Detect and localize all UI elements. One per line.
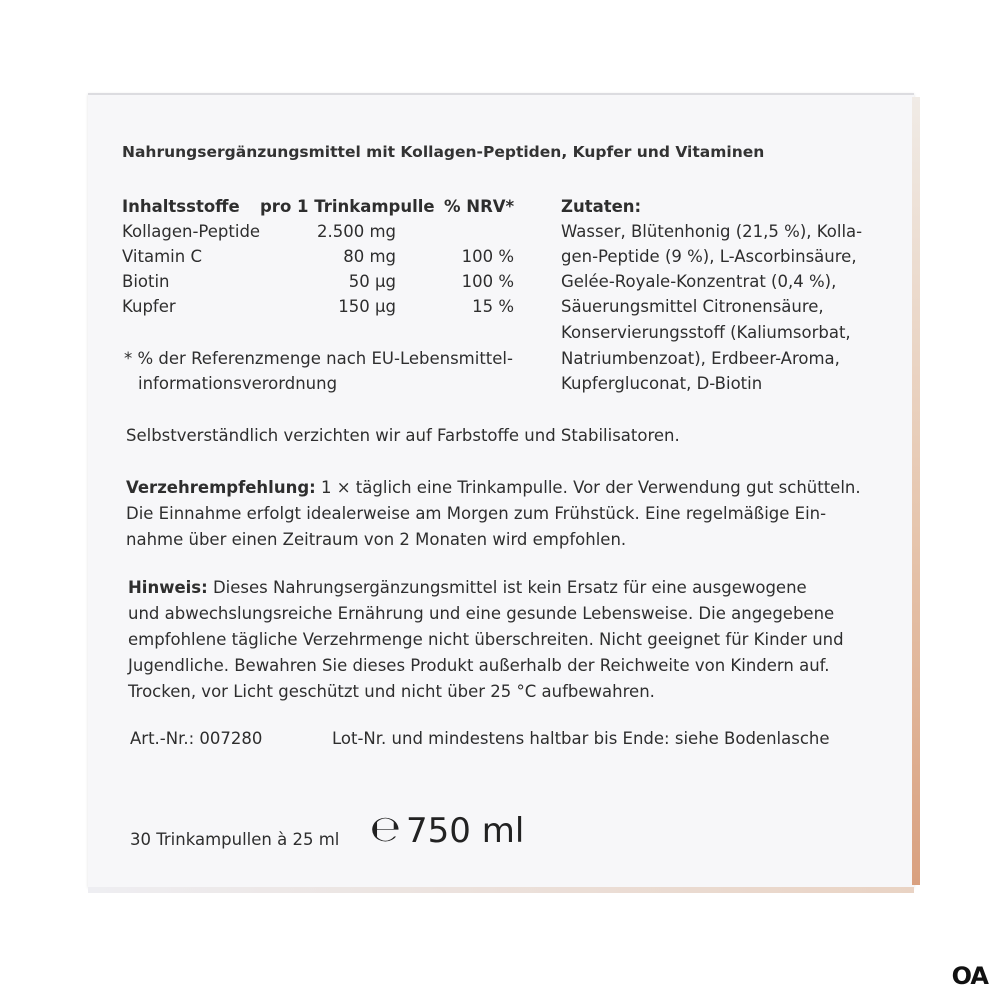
estimated-sign-icon: ℮	[370, 809, 401, 850]
ingredients-line: Kupfergluconat, D-Biotin	[561, 374, 763, 393]
notice-label: Hinweis:	[128, 578, 208, 597]
package-side-edge	[912, 97, 920, 885]
ingredients-line: Gelée-Royale-Konzentrat (0,4 %),	[561, 272, 837, 291]
table-row-amount: 50 µg	[348, 272, 396, 291]
table-row-amount: 80 mg	[343, 247, 396, 266]
ingredients-line: gen-Peptide (9 %), L-Ascorbinsäure,	[561, 247, 857, 266]
footnote-line: * % der Referenzmenge nach EU-Lebensmittel-	[124, 349, 513, 368]
ingredients-line: Säuerungsmittel Citronensäure,	[561, 297, 824, 316]
notice-line: und abwechslungsreiche Ernährung und eine gesunde Lebensweise. Die angegebene	[128, 604, 835, 623]
table-row-amount: 150 µg	[338, 297, 396, 316]
notice-line: empfohlene tägliche Verzehrmenge nicht überschreiten. Nicht geeignet für Kinder und	[128, 630, 844, 649]
table-row-nrv: 15 %	[472, 297, 514, 316]
table-row-name: Kollagen-Peptide	[122, 222, 261, 241]
article-number: Art.-Nr.: 007280	[130, 729, 263, 748]
volume: 750 ml	[406, 811, 525, 851]
header-pro-ampulle: pro 1 Trinkampulle	[260, 197, 435, 216]
package-count: 30 Trinkampullen à 25 ml	[130, 830, 340, 849]
table-row-name: Vitamin C	[122, 247, 202, 266]
header-nrv: % NRV*	[444, 197, 515, 216]
table-row-name: Kupfer	[122, 297, 176, 316]
table-row-amount: 2.500 mg	[316, 222, 396, 241]
ingredients-title: Zutaten:	[561, 197, 642, 216]
notice-line: Dieses Nahrungsergänzungsmittel ist kein Ersatz für eine ausgewogene	[207, 578, 807, 597]
package-panel	[88, 93, 914, 887]
table-row-nrv: 100 %	[461, 272, 514, 291]
lot-info: Lot-Nr. und mindestens haltbar bis Ende: siehe Bodenlasche	[332, 729, 830, 748]
headline: Nahrungsergänzungsmittel mit Kollagen-Peptiden, Kupfer und Vitaminen	[122, 143, 765, 161]
ingredients-line: Wasser, Blütenhonig (21,5 %), Kolla-	[561, 222, 863, 241]
notice-section	[128, 575, 844, 705]
dosage-label: Verzehrempfehlung:	[126, 478, 316, 497]
dosage-section	[126, 475, 861, 553]
watermark-logo: OA	[951, 962, 988, 990]
dosage-line: nahme über einen Zeitraum von 2 Monaten wird empfohlen.	[126, 530, 627, 549]
table-row-name: Biotin	[122, 272, 170, 291]
header-inhaltsstoffe: Inhaltsstoffe	[122, 197, 240, 216]
footnote-line: informationsverordnung	[138, 374, 338, 393]
statement-text: Selbstverständlich verzichten wir auf Farbstoffe und Stabilisatoren.	[126, 426, 680, 445]
dosage-line: Die Einnahme erfolgt idealerweise am Morgen zum Frühstück. Eine regelmäßige Ein-	[126, 504, 827, 523]
table-row-nrv: 100 %	[461, 247, 514, 266]
ingredients-line: Konservierungsstoff (Kaliumsorbat,	[561, 323, 851, 342]
notice-line: Trocken, vor Licht geschützt und nicht über 25 °C aufbewahren.	[128, 682, 655, 701]
notice-line: Jugendliche. Bewahren Sie dieses Produkt außerhalb der Reichweite von Kindern auf.	[128, 656, 830, 675]
ingredients-line: Natriumbenzoat), Erdbeer-Aroma,	[561, 349, 840, 368]
dosage-line: 1 × täglich eine Trinkampulle. Vor der Verwendung gut schütteln.	[315, 478, 861, 497]
package-bottom-edge	[88, 887, 914, 893]
